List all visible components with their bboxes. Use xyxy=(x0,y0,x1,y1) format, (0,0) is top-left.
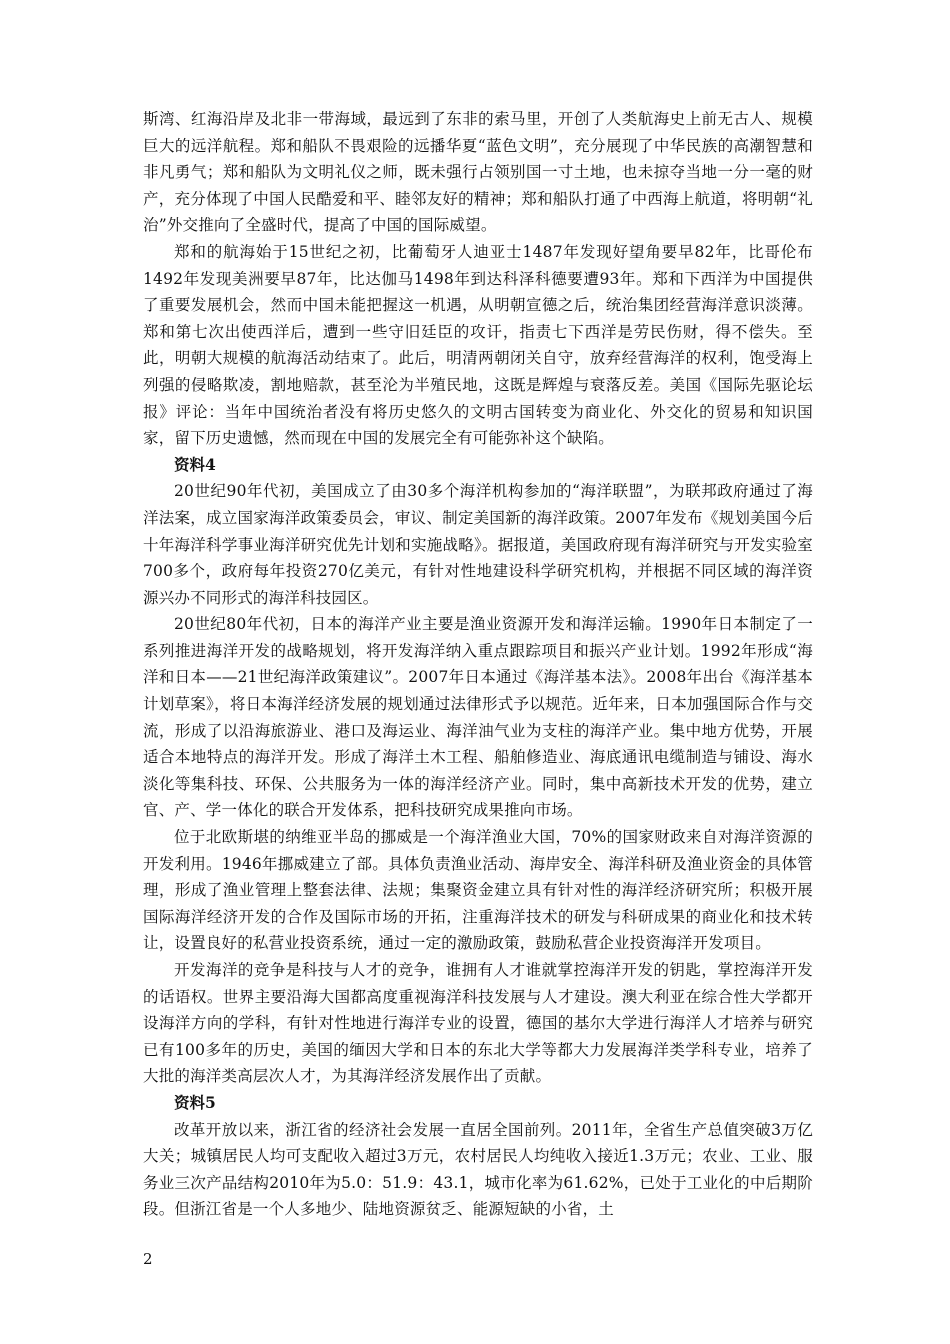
paragraph-norway-fishery: 位于北欧斯堪的纳维亚半岛的挪威是一个海洋渔业大国，70%的国家财政来自对海洋资源的开发利用。1946年挪威建立了部。具体负责渔业活动、海岸安全、海洋科研及渔业资金的具体管理，形成了渔业管理上整套法律、法规；集聚资金建立具有针对性的海洋经济研究所；积极开展国际海洋经济开发的合作及国际市场的开拓，注重海洋技术的研发与科研成果的商业化和技术转让，设置良好的私营业投资系统，通过一定的激励政策，鼓励私营企业投资海洋开发项目。 xyxy=(143,828,813,953)
paragraph-ocean-talent: 开发海洋的竞争是科技与人才的竞争，谁拥有人才谁就掌控海洋开发的钥匙，掌控海洋开发的话语权。世界主要沿海大国都高度重视海洋科技发展与人才建设。澳大利亚在综合性大学都开设海洋方向的学科，有针对性地进行海洋专业的设置，德国的基尔大学进行海洋人才培养与研究已有100多年的历史，美国的缅因大学和日本的东北大学等都大力发展海洋类学科专业，培养了大批的海洋类高层次人才，为其海洋经济发展作出了贡献。 xyxy=(143,961,813,1086)
paragraph-zhejiang-economy: 改革开放以来，浙江省的经济社会发展一直居全国前列。2011年，全省生产总值突破3万亿大关；城镇居民人均可支配收入超过3万元，农村居民人均纯收入接近1.3万元；农业、工业、服务业三次产品结构2010年为5.0：51.9：43.1，城市化率为61.62%，已处于工业化的中后期阶段。但浙江省是一个人多地少、陆地资源贫乏、能源短缺的小省，土 xyxy=(143,1120,813,1219)
paragraph-japan-ocean-industry: 20世纪80年代初，日本的海洋产业主要是渔业资源开发和海洋运输。1990年日本制定了一系列推进海洋开发的战略规划，将开发海洋纳入重点跟踪项目和振兴产业计划。1992年形成“海洋和日本——21世纪海洋政策建议”。2007年日本通过《海洋基本法》。2008年出台《海洋基本计划草案》，将日本海洋经济发展的规划通过法律形式予以规范。近年来，日本加强国际合作与交流，形成了以沿海旅游业、港口及海运业、海洋油气业为支柱的海洋产业。集中地方优势，开展适合本地特点的海洋开发。形成了海洋土木工程、船舶修造业、海底通讯电缆制造与铺设、海水淡化等集科技、环保、公共服务为一体的海洋经济产业。同时，集中高新技术开发的优势，建立官、产、学一体化的联合开发体系，把科技研究成果推向市场。 xyxy=(143,615,813,820)
page-content xyxy=(143,106,813,1223)
paragraph-zhenghe-fleet: 斯湾、红海沿岸及北非一带海域，最远到了东非的索马里，开创了人类航海史上前无古人、规模巨大的远洋航程。郑和船队不畏艰险的远播华夏“蓝色文明”，充分展现了中华民族的高潮智慧和非凡勇气；郑和船队为文明礼仪之师，既未强行占领别国一寸土地，也未掠夺当地一分一毫的财产，充分体现了中国人民酷爱和平、睦邻友好的精神；郑和船队打通了中西海上航道，将明朝“礼治”外交推向了全盛时代，提高了中国的国际威望。 xyxy=(143,110,813,235)
paragraph-usa-ocean-policy: 20世纪90年代初，美国成立了由30多个海洋机构参加的“海洋联盟”，为联邦政府通过了海洋法案，成立国家海洋政策委员会，审议、制定美国新的海洋政策。2007年发布《规划美国今后十年海洋科学事业海洋研究优先计划和实施战略》。据报道，美国政府现有海洋研究与开发实验室700多个，政府每年投资270亿美元，有针对性地建设科学研究机构，并根据不同区域的海洋资源兴办不同形式的海洋科技园区。 xyxy=(143,482,813,607)
paragraph-zhenghe-voyage-history: 郑和的航海始于15世纪之初，比葡萄牙人迪亚士1487年发现好望角要早82年，比哥伦布1492年发现美洲要早87年，比达伽马1498年到达科泽科德要遭93年。郑和下西洋为中国提供了重要发展机会，然而中国未能把握这一机遇，从明朝宣德之后，统治集团经营海洋意识淡薄。郑和第七次出使西洋后，遭到一些守旧廷臣的攻讦，指责七下西洋是劳民伤财，得不偿失。至此，明朝大规模的航海活动结束了。此后，明清两朝闭关自守，放弃经营海洋的权利，饱受海上列强的侵略欺凌，割地赔款，甚至沦为半殖民地，这既是辉煌与衰落反差。美国《国际先驱论坛报》评论：当年中国统治者没有将历史悠久的文明古国转变为商业化、外交化的贸易和知识国家，留下历史遗憾，然而现在中国的发展完全有可能弥补这个缺陷。 xyxy=(143,242,813,448)
heading-material-4: 资料4 xyxy=(174,454,216,474)
page-number: 2 xyxy=(143,1250,153,1268)
heading-material-5: 资料5 xyxy=(174,1092,216,1112)
